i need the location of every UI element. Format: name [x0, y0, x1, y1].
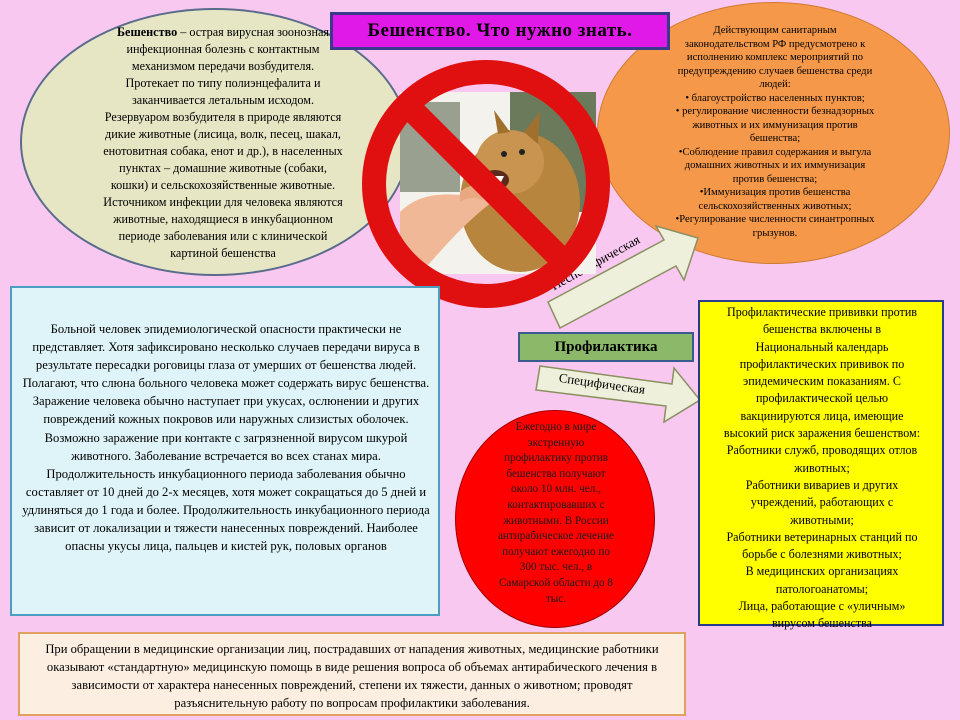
definition-term: Бешенство [116, 25, 178, 39]
definition-text: Бешенство – острая вирусная зоонозная инфекционная болезнь с контактным механизмом передачи возбудителя. Протекает по типу полиэнцефалита и заканчивается летальным исходом. Резервуаром возбудителя в природе являются дикие животные (лисица, волк, песец, шакал, енотовитная собака, енот и др.), в населенных пунктах – домашние животные (собаки, кошки) и сельскохозяйственные животные. Источником инфекции для человека являются животные, находящиеся в инкубационном периоде заболевания или с клинической картиной бешенства [103, 25, 343, 260]
legislation-text: Действующим санитарным законодательством РФ предусмотрено к исполнению комплекс мероприятий по предупреждению случаев бешенства среди людей: • благоустройство населенных пунктов; • регулирование численности безнадзорных животных и их иммунизация против бешенства; •Соблюдение правил содержания и выгула домашних животных и их иммунизация против бешенства; •Иммунизация против бешенства сельскохозяйственных животных; •Регулирование численности синантропных грызунов. [675, 25, 875, 239]
vaccination-text: Профилактические прививки против бешенства включены в Национальный календарь профилактических прививок по эпидемическим показаниям. С профилактической целью вакцинируются лица, имеющие высокий риск заражения бешенством: Работники служб, проводящих отлов животных; Работники вивариев и других учреждений, работающих с животными; Работники ветеринарных станций по борьбе с болезнями животных; В медицинских организациях патологоанатомы; Лица, работающие с «уличным» вирусом бешенства [723, 305, 921, 631]
specific-label: Специфическая [557, 370, 647, 397]
medical-care-text: При обращении в медицинские организации лиц, пострадавших от нападения животных, медицинские работники оказывают «стандартную» медицинскую помощь в виде решения вопроса об объемах антирабического лечения в зависимости от характера нанесенных повреждений, степени их тяжести, данных о животном; проводят разъяснительную работу по вопросам профилактики заболевания. [45, 642, 659, 710]
prevention-label: Профилактика [518, 332, 694, 362]
stats-text: Ежегодно в мире экстренную профилактику против бешенства получают около 10 млн. чел., контактировавших с животными. В России антирабическое лечение получают ежегодно по 300 тыс. чел., в Самарской области до 8 тыс. [497, 421, 615, 605]
page-title: Бешенство. Что нужно знать. [330, 12, 670, 50]
no-sign-icon [356, 54, 616, 314]
human-info-text: Больной человек эпидемиологической опасности практически не представляет. Хотя зафиксировано несколько случаев передачи вируса в результате пересадки роговицы глаза от умерших от бешенства людей. Полагают, что слюна больного человека может содержать вирус бешенства. Заражение человека обычно наступает при укусах, ослюнении и других повреждений кожных покровов или наружных слизистых оболочек. Возможно заражение при контакте с загрязненной вирусом шкурой животного. Заболевание встречается во всех станах мира. Продолжительность инкубационного периода заболевания обычно составляет от 10 дней до 2-х месяцев, хотя может сокращаться до 5 дней и удлиняться до 1 года и более. Продолжительность инкубационного периода зависит от локализации и тяжести нанесенных повреждений. Наиболее опасны укусы лица, пальцев и кистей рук, половых органов [22, 322, 430, 554]
